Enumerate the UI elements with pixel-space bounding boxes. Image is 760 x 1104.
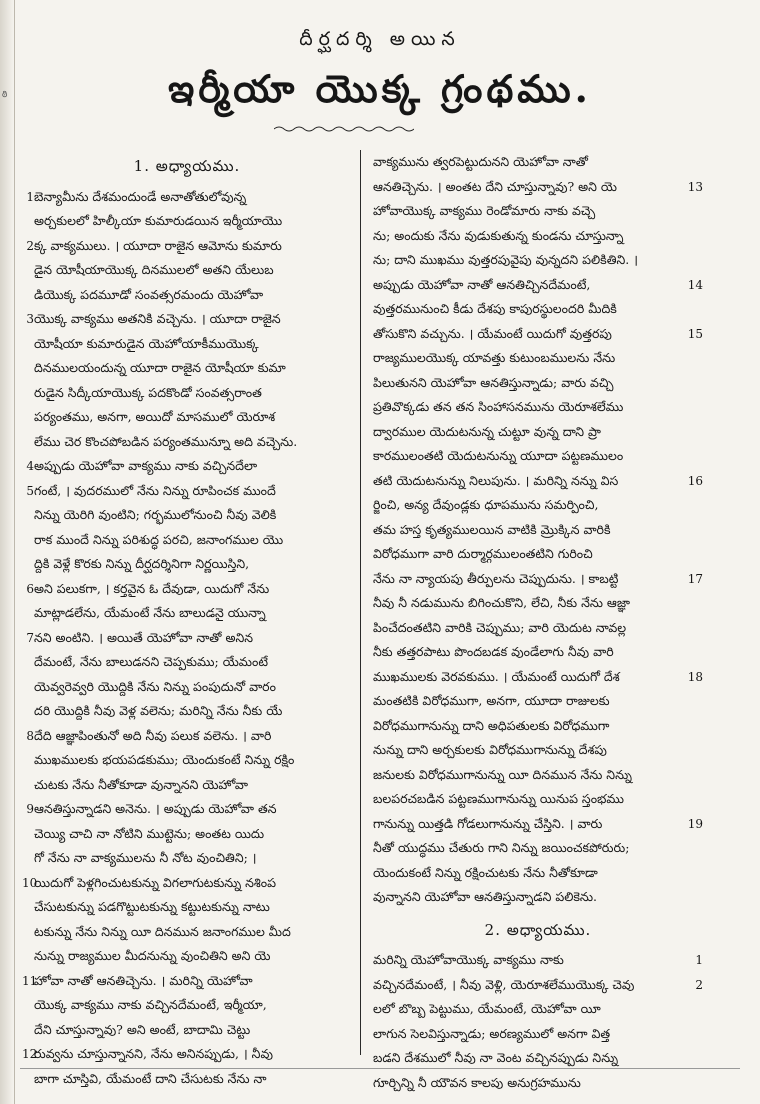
verse-text: కారములంతటి యెదుటనున్ను యూదా పట్టణములం — [373, 448, 624, 463]
verse-line — [22, 601, 352, 626]
verse-text: హోవా నాతో ఆనతిచ్చెను. । మరిన్ని యెహోవా — [34, 972, 253, 988]
verse-line — [373, 689, 703, 714]
verse-line — [373, 518, 703, 543]
verse-line — [22, 724, 352, 749]
verse-line — [373, 395, 703, 420]
verse-text: యొక్క వాక్యము నాకు వచ్చినదేమంటే, ఇర్మీయా, — [34, 997, 267, 1012]
verse-line — [22, 479, 352, 504]
verse-text: రాజ్యములయొక్క యావత్తు కుటుంబములను నేను — [373, 350, 616, 365]
verse-number: 10 — [22, 875, 38, 890]
verse-text: క్క వాక్యములు. । యూదా రాజైన ఆమోను కుమారు — [34, 237, 282, 253]
verse-line — [373, 493, 703, 518]
verse-line — [373, 199, 703, 224]
verse-text: విరోధముగానున్ను దాని అధిపతులకు విరోధముగా — [373, 717, 610, 733]
verse-number: 1 — [26, 189, 34, 204]
verse-number: 19 — [686, 812, 703, 837]
verse-text: యెందుకంటే నిన్ను రక్షించుటకు నేను నీతోకూడా — [373, 864, 598, 880]
verse-line — [22, 283, 352, 308]
verse-text: యొక్క వాక్యము అతనికి వచ్చెను. । యూదా రాజైన — [34, 311, 281, 326]
verse-text: బెన్యామీను దేశమందుండే అనాతోతులోవున్న — [34, 188, 247, 204]
verse-text: నని అంటిని. । అయితే యెహోవా నాతో అనిన — [34, 629, 254, 645]
verse-line — [22, 895, 352, 920]
verse-text: ర్జించి, అన్య దేవుండ్లకు ధూపమును సమర్పించి, — [373, 497, 599, 512]
verse-text: డియొక్క పదమూడో సంవత్సరమందు యెహోవా — [34, 286, 264, 302]
verse-text: వున్నానని యెహోవా ఆనతిస్తున్నాడని పలికెను. — [373, 889, 597, 904]
verse-line — [22, 871, 352, 896]
verse-line — [22, 846, 352, 871]
verse-number: 11 — [22, 973, 38, 988]
verse-number: 5 — [26, 483, 34, 498]
verse-text: అర్చకులలో హిల్కీయా కుమారుడయిన ఇర్మీయాయొ — [34, 213, 283, 228]
verse-text: ను; దాని ముఖము వుత్తరపువైపు వున్నదని పలికితిని. । — [373, 252, 638, 267]
verse-line — [22, 1042, 352, 1067]
verse-line — [22, 969, 352, 994]
verse-number: 18 — [686, 665, 703, 690]
verse-text: ఆనతిస్తున్నాడని అనెను. । అప్పుడు యెహోవా తన — [34, 801, 277, 816]
verse-text: దినములయందున్న యూదా రాజైన యోషీయా కుమా — [34, 360, 286, 375]
verse-text: బాగా చూస్తివి, యేమంటే దాని చేసుటకు నేను నా — [34, 1070, 267, 1086]
verse-number: 8 — [26, 728, 34, 743]
verse-text: గానున్ను యిత్తడి గోడలుగానున్ను చేస్తిని. । వారు — [373, 815, 603, 831]
verse-text: పించేదంతటిని వారికి చెప్పుము; వారి యెదుట నావల్ల — [373, 619, 627, 635]
verse-line — [22, 381, 352, 406]
verse-text: తమ హస్త కృత్యములయిన వాటికి మ్రొక్కిన వారికి — [373, 521, 611, 537]
verse-line — [22, 185, 352, 210]
verse-text: లలో బొబ్బ పెట్టుము, యేమంటే, యెహోవా యీ — [373, 1001, 601, 1016]
verse-line — [22, 822, 352, 847]
verse-line — [373, 420, 703, 445]
verse-line — [22, 209, 352, 234]
verse-line — [373, 322, 703, 347]
verse-text: గూర్చిన్ని నీ యౌవన కాలపు అనుగ్రహమును — [373, 1074, 581, 1090]
verse-line — [22, 699, 352, 724]
verse-text: నున్ను రాజ్యముల మీదనున్ను వుంచితిని అని యె — [34, 948, 271, 963]
verse-line — [373, 861, 703, 886]
binding-edge — [0, 0, 15, 1104]
bottom-rule — [20, 1068, 740, 1069]
verse-line — [22, 307, 352, 332]
verse-line — [373, 616, 703, 641]
verse-line — [373, 787, 703, 812]
verse-text: లేము చెర కొంచపోబడిన పర్యంతమున్నూ అది వచ్చెను. — [34, 433, 298, 449]
verse-line — [373, 1022, 703, 1047]
verse-text: చెయ్యి చాచి నా నోటిని ముట్టెను; అంతట యిదు — [34, 825, 265, 841]
verse-line — [373, 997, 703, 1022]
verse-line — [373, 640, 703, 665]
verse-line — [373, 812, 703, 837]
binding-edge-mark: ఠి — [2, 90, 8, 100]
verse-line — [373, 248, 703, 273]
verse-line — [22, 258, 352, 283]
verse-text: ముఖములకు భయపడకుము; యెందుకంటే నిన్ను రక్షిం — [34, 752, 295, 767]
verse-number: 3 — [26, 312, 34, 326]
verse-text: నిన్ను యెరిగి వుంటిని; గర్భములోనుంచి నీవు వెలికి — [34, 507, 277, 522]
verse-line — [373, 591, 703, 616]
verse-number: 16 — [686, 469, 703, 494]
verse-line — [22, 356, 352, 381]
verse-line — [373, 885, 703, 910]
verse-text: తోసుకొని వచ్చును. । యేమంటే యిదుగో వుత్తరపు — [373, 325, 612, 341]
verse-text: వాక్యమును త్వరపెట్టుదునని యెహోవా నాతో — [373, 154, 588, 169]
verse-text: ఆనతిచ్చెను. । అంతట దేని చూస్తున్నావు? అని యె — [373, 178, 617, 194]
verse-number: 4 — [26, 459, 34, 473]
verse-text: పర్యంతము, అనగా, అయిదో మాసములో యెరూశ — [34, 409, 276, 424]
verse-number: 14 — [686, 273, 703, 298]
verse-line — [373, 297, 703, 322]
verse-line — [373, 763, 703, 788]
verse-line — [22, 797, 352, 822]
verse-line — [22, 577, 352, 602]
verse-text: దరి యొద్దికి నీవు వెళ్ల వలెను; మరిన్ని నేను నీకు యే — [34, 703, 283, 718]
verse-line — [22, 1067, 352, 1092]
verse-line — [373, 224, 703, 249]
verse-number: 2 — [693, 973, 703, 998]
verse-line — [22, 454, 352, 479]
verse-line — [22, 503, 352, 528]
verse-line — [373, 1046, 703, 1071]
verse-text: రాక ముందే నిన్ను పరిశుద్ధ పరచి, జనాంగముల యొ — [34, 531, 284, 547]
verse-text: బడని దేశములో నీవు నా వెంట వచ్చినప్పుడు నిన్ను — [373, 1050, 619, 1065]
verse-line — [22, 528, 352, 553]
verse-line — [373, 469, 703, 494]
verse-line — [22, 993, 352, 1018]
verse-text: రుడైన సిద్కీయాయొక్క పదకొండో సంవత్సరాంత — [34, 384, 262, 400]
verse-text: రువ్వను చూస్తున్నానని, నేను అనినప్పుడు, । నీవు — [34, 1046, 273, 1061]
verse-number: 9 — [26, 802, 34, 816]
column-divider — [360, 150, 361, 1055]
verse-number: 2 — [26, 238, 34, 253]
verse-text: డైన యోషీయాయొక్క దినములలో అతని యేలుబ — [34, 262, 274, 277]
verse-line — [373, 273, 703, 298]
verse-line — [373, 714, 703, 739]
verse-text: నీవు నీ నడుమును బిగించుకొని, లేచి, నీకు నేను ఆజ్ఞా — [373, 595, 630, 610]
verse-line — [22, 944, 352, 969]
verse-number: 1 — [693, 948, 703, 973]
verse-line — [22, 332, 352, 357]
verse-text: తటి యెదుటనున్ను నిలుపును. । మరిన్ని నన్ను విస — [373, 472, 619, 488]
verse-line — [373, 542, 703, 567]
verse-line — [22, 1018, 352, 1043]
chapter-heading: 2. అధ్యాయము. — [484, 920, 592, 939]
verse-text: అప్పుడు యెహోవా వాక్యము నాకు వచ్చినదేలా — [34, 458, 258, 473]
verse-text: యిదుగో పెళ్లగించుటకున్ను విగలాగుటకున్ను నశింప — [34, 874, 276, 890]
verse-text: జనులకు విరోధముగానున్ను యీ దినమున నేను నిన్ను — [373, 766, 632, 782]
verse-text: ద్వారముల యెదుటనున్న చుట్టూ వున్న దాని ప్రా — [373, 423, 601, 439]
verse-text: గంటే, । వుదరములో నేను నిన్ను రూపించక ముందే — [34, 482, 276, 498]
verse-number: 15 — [686, 322, 703, 347]
verse-text: దేది ఆజ్ఞాపింతునో అది నీవు పలుక వలెను. । వారి — [34, 727, 272, 743]
verse-text: విరోధముగా వారి దుర్మార్గములంతటిని గురించి — [373, 546, 593, 561]
verse-line — [373, 973, 703, 998]
verse-line — [373, 738, 703, 763]
verse-text: వుత్తరమునుంచి కీడు దేశపు కాపురస్థులందరి మీదికి — [373, 301, 617, 316]
verse-text: దేని చూస్తున్నావు? అని అంటే, బాదామి చెట్టు — [34, 1021, 251, 1037]
verse-line — [22, 552, 352, 577]
verse-line — [22, 405, 352, 430]
verse-line — [22, 650, 352, 675]
title-ornament — [274, 125, 414, 133]
verse-line — [22, 234, 352, 259]
verse-text: యెవ్వరెవ్వరి యొద్దికి నేను నిన్ను పంపుదునో వారం — [34, 678, 276, 694]
verse-text: యోషీయా కుమారుడైన యెహోయాకీముయొక్క — [34, 335, 259, 351]
verse-text: టకున్ను నేను నిన్ను యీ దినమున జనాంగముల మీద — [34, 923, 291, 939]
verse-text: నీతో యుద్ధము చేతురు గాని నిన్ను జయించకపోరురు; — [373, 840, 630, 855]
verse-number: 12 — [22, 1047, 38, 1061]
verse-line — [22, 773, 352, 798]
verse-text: చేసుటకున్ను పడగొట్టుటకున్ను కట్టుటకున్ను నాటు — [34, 899, 270, 914]
verse-text: నీకు తత్తరపాటు పొందబడక వుండేలాగు నీవు వారి — [373, 644, 614, 659]
left-column — [22, 150, 352, 1091]
verse-text: వచ్చినదేమంటే, । నీవు వెళ్లి, యెరూశలేముయొక్క చెవు — [373, 976, 635, 992]
verse-text: అప్పుడు యెహోవా నాతో ఆనతిచ్చినదేమంటే, — [373, 276, 591, 292]
verse-line — [22, 920, 352, 945]
verse-text: బలపరచబడిన పట్టణముగానున్ను యినుప స్తంభము — [373, 791, 624, 806]
verse-number: 17 — [686, 567, 703, 592]
verse-text: ప్రతివొక్కడు తన తన సింహాసనమును యెరూశలేము — [373, 399, 624, 414]
verse-line — [373, 175, 703, 200]
verse-text: అని పలుకగా, । కర్తవైన ఓ దేవుడా, యిదుగో నేను — [34, 580, 270, 596]
verse-text: లాగున సెలవిస్తున్నాడు; అరణ్యములో అనగా విత్త — [373, 1025, 611, 1041]
verse-text: మరిన్ని యెహోవాయొక్క వాక్యము నాకు — [373, 952, 564, 967]
verse-line — [373, 1071, 703, 1096]
verse-text: గో నేను నా వాక్యములను నీ నోట వుంచితిని; । — [34, 850, 257, 865]
verse-text: మంతటికి విరోధముగా, అనగా, యూదా రాజులకు — [373, 693, 610, 708]
verse-line — [373, 371, 703, 396]
verse-number: 7 — [26, 630, 34, 645]
verse-number: 13 — [686, 175, 703, 200]
verse-text: దేమంటే, నేను బాలుడనని చెప్పకుము; యేమంటే — [34, 654, 268, 669]
book-superheading: దీర్ఘదర్శి అయిన — [299, 28, 461, 50]
verse-number: 6 — [26, 581, 34, 596]
verse-text: మాట్లాడలేను, యేమంటే నేను బాలుడనై యున్నా — [34, 605, 266, 620]
chapter-heading: 1. అధ్యాయము. — [133, 157, 241, 175]
verse-line — [373, 567, 703, 592]
verse-line — [373, 665, 703, 690]
verse-line — [373, 836, 703, 861]
verse-text: ను; అందుకు నేను వుడుకుతున్న కుండను చూస్తున్నా — [373, 227, 624, 243]
verse-text: నేను నా న్యాయపు తీర్పులను చెప్పుదును. । కాబట్టి — [373, 570, 619, 586]
verse-line — [373, 444, 703, 469]
verse-text: పిలుతునని యెహోవా ఆనతిస్తున్నాడు; వారు వచ్చి — [373, 374, 614, 390]
verse-line — [373, 346, 703, 371]
verse-line — [22, 626, 352, 651]
verse-line — [22, 675, 352, 700]
verse-line — [22, 430, 352, 455]
right-column — [373, 150, 703, 1095]
verse-text: హోవాయొక్క వాక్యము రెండోమారు నాకు వచ్చె — [373, 203, 596, 218]
verse-text: ద్దికి వెళ్లే కొరకు నిన్ను దీర్ఘదర్శినిగా నిర్ణయిస్తిని, — [34, 556, 250, 571]
verse-line — [373, 150, 703, 175]
verse-line — [373, 948, 703, 973]
verse-text: చుటకు నేను నీతోకూడా వున్నానని యెహోవా — [34, 776, 248, 792]
verse-line — [22, 748, 352, 773]
book-title: ఇర్మీయా యొక్క గ్రంథము. — [168, 66, 592, 111]
verse-text: నున్ను దాని అర్చకులకు విరోధముగానున్ను దేశపు — [373, 742, 607, 757]
verse-text: ముఖములకు వెరవకుము. । యేమంటే యిదుగో దేశ — [373, 668, 620, 684]
